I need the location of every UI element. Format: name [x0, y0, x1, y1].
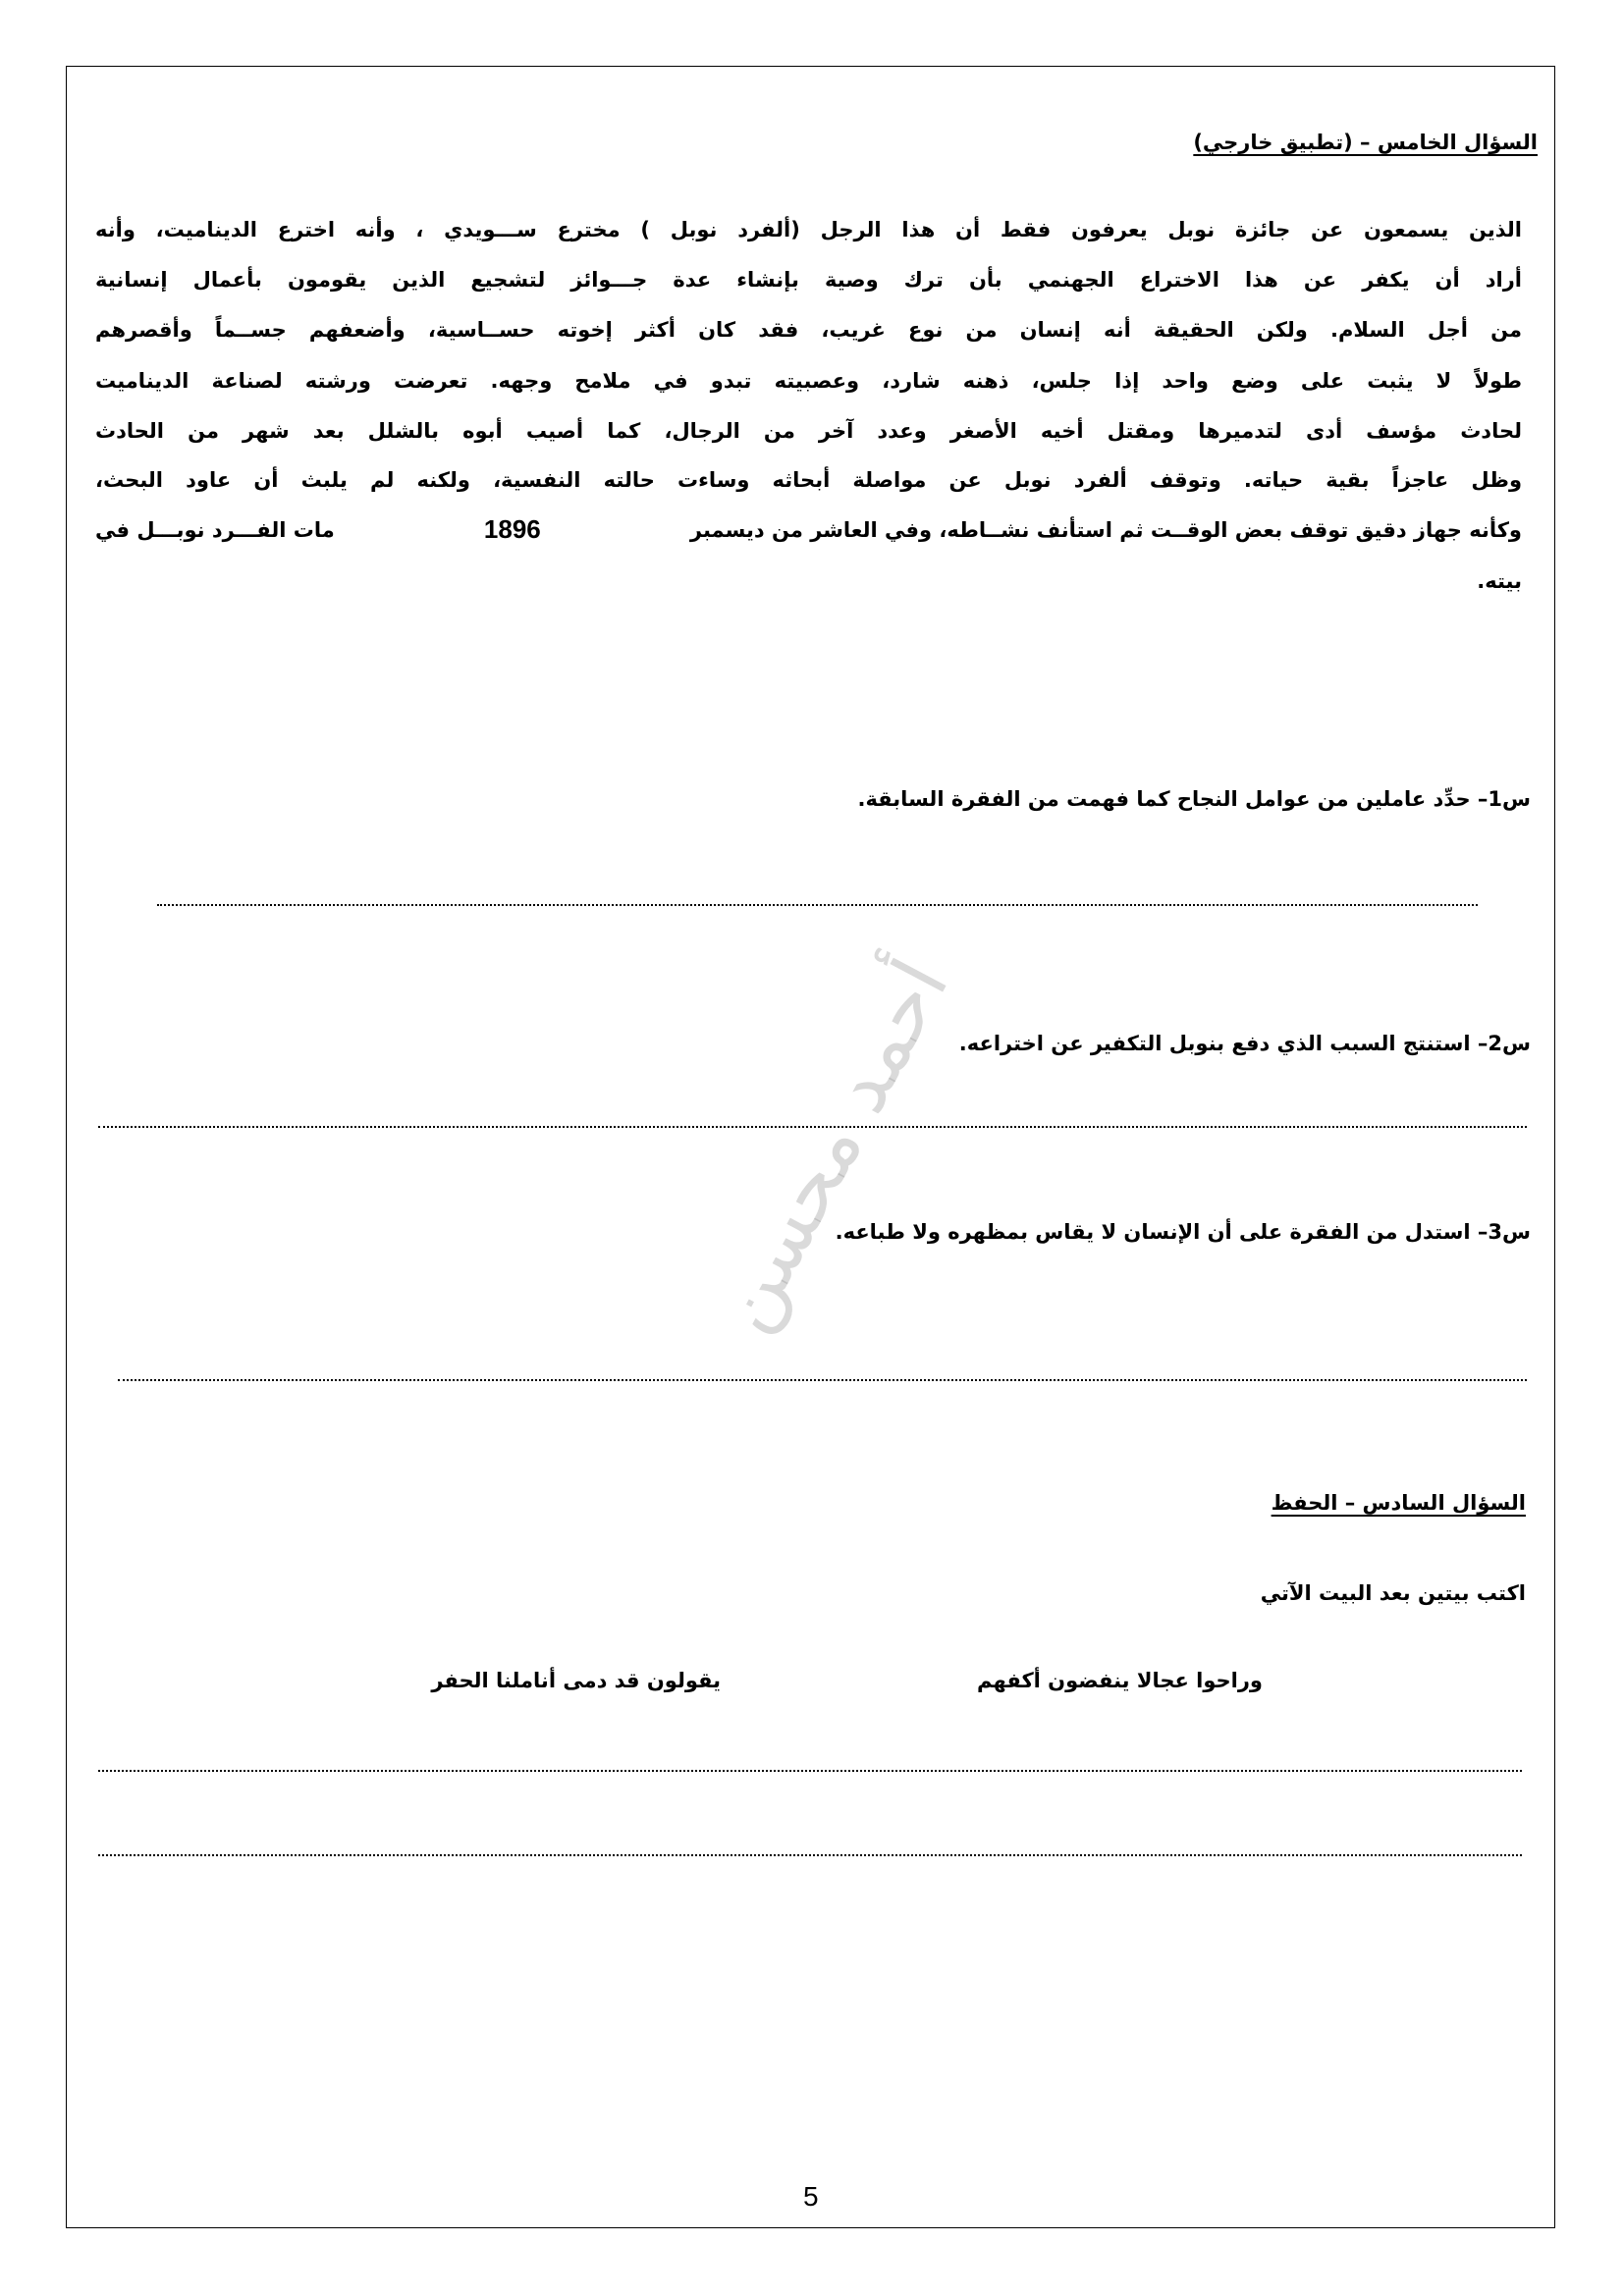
paragraph-line: الذين يسمعون عن جائزة نوبل يعرفون فقط أن هذا الرجل (ألفرد نوبل ) مخترع ســـويدي ، وأنه اخترع الديناميت، وأنه — [95, 218, 1522, 241]
paragraph-line: طولاً لا يثبت على وضع واحد إذا جلس، ذهنه شارد، وعصبيته تبدو في ملامح وجهه. تعرضت ورشته لصناعة الديناميت — [95, 369, 1522, 393]
paragraph-text: وكأنه جهاز دقيق توقف بعض الوقــت ثم استأنف نشــاطه، وفي العاشر من ديسمبر — [689, 518, 1522, 542]
paragraph-line: من أجل السلام. ولكن الحقيقة أنه إنسان من نوع غريب، فقد كان أكثر إخوته حســاسية، وأضعفهم جســماً وأقصرهم — [95, 318, 1522, 342]
paragraph-line: بيته. — [1477, 569, 1522, 593]
answer-line[interactable] — [98, 1854, 1522, 1856]
q6-title: السؤال السادس – الحفظ — [1271, 1491, 1526, 1515]
question-2: س2– استنتج السبب الذي دفع بنوبل التكفير عن اختراعه. — [958, 1032, 1531, 1055]
verse-second-hemistich: يقولون قد دمى أناملنا الحفر — [431, 1669, 721, 1692]
q6-instruction: اكتب بيتين بعد البيت الآتي — [1260, 1581, 1526, 1605]
watermark: أحمد محسن — [695, 944, 966, 1346]
paragraph-line — [95, 514, 1522, 545]
q5-title: السؤال الخامس – (تطبيق خارجي) — [1193, 131, 1538, 154]
answer-line[interactable] — [157, 904, 1478, 906]
answer-line[interactable] — [98, 1770, 1522, 1772]
question-3: س3– استدل من الفقرة على أن الإنسان لا يقاس بمظهره ولا طباعه. — [835, 1220, 1531, 1244]
page-number: 5 — [803, 2181, 819, 2212]
paragraph-line: أراد أن يكفر عن هذا الاختراع الجهنمي بأن ترك وصية بإنشاء عدة جـــوائز لتشجيع الذين يقومون بأعمال إنسانية — [95, 268, 1522, 292]
question-1: س1– حدِّد عاملين من عوامل النجاح كما فهمت من الفقرة السابقة. — [857, 787, 1531, 811]
answer-line[interactable] — [118, 1379, 1527, 1381]
verse-first-hemistich: وراحوا عجالا ينفضون أكفهم — [977, 1669, 1263, 1692]
year: 1896 — [483, 514, 541, 544]
paragraph-line: لحادث مؤسف أدى لتدميرها ومقتل أخيه الأصغر وعدد آخر من الرجال، كما أصيب أبوه بالشلل بعد شهر من الحادث — [95, 419, 1522, 443]
paragraph-line: وظل عاجزاً بقية حياته. وتوقف ألفرد نوبل عن مواصلة أبحاثه وساءت حالته النفسية، ولكنه لم يلبث أن عاود البحث، — [95, 468, 1522, 492]
paragraph-text: مات الفـــرد نوبـــل في — [95, 518, 335, 542]
